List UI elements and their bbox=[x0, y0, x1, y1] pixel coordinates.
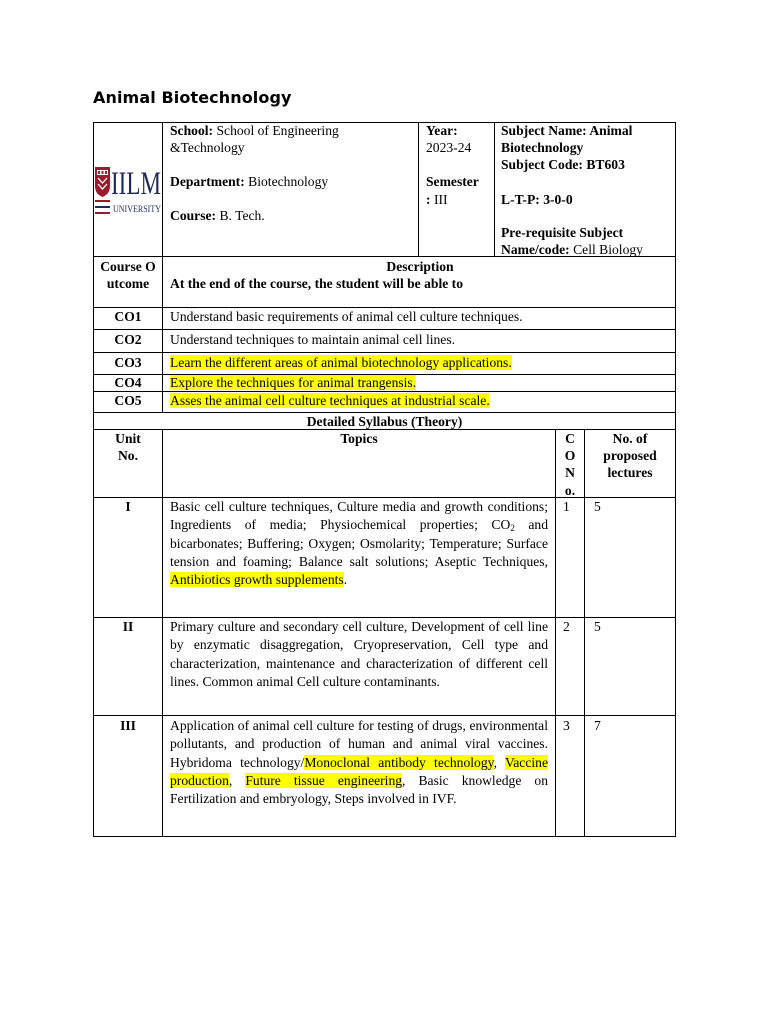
unit-co-no: 1 bbox=[563, 499, 570, 514]
university-logo bbox=[94, 164, 162, 220]
unit-topics: Primary culture and secondary cell culture, Development of cell line by enzymatic disaggregation, Cryopreservation, Cell type and characterization, maintenance and characterization of different cell lines. Common animal Cell culture contaminants. bbox=[170, 619, 548, 689]
logo-subtext: UNIVERSITY bbox=[113, 204, 162, 214]
semester-colon: : bbox=[426, 191, 431, 207]
co-code: CO2 bbox=[114, 332, 142, 347]
semester-value: III bbox=[433, 191, 448, 207]
co-code: CO1 bbox=[114, 309, 142, 324]
co-description bbox=[170, 331, 670, 348]
co-no-col-header: CO No. bbox=[564, 431, 576, 498]
co-text: Understand basic requirements of animal cell culture techniques. bbox=[170, 309, 523, 324]
school-cell bbox=[170, 122, 410, 224]
co-description bbox=[170, 354, 670, 371]
subject-name-value: Animal Biotechnology bbox=[501, 123, 633, 156]
year-cell bbox=[426, 122, 492, 208]
unit-co-no: 2 bbox=[563, 619, 570, 634]
co-code: CO3 bbox=[114, 355, 142, 370]
outcome-col-header: Course Outcome bbox=[100, 259, 156, 292]
subject-cell bbox=[501, 122, 673, 258]
co-text: Asses the animal cell culture techniques at industrial scale. bbox=[170, 393, 490, 408]
department-label: Department: bbox=[170, 174, 245, 190]
school-value: School of Engineering &Technology bbox=[170, 123, 339, 156]
co-text: Understand techniques to maintain animal cell lines. bbox=[170, 332, 456, 347]
co-code: CO5 bbox=[114, 393, 142, 408]
co-description bbox=[170, 374, 670, 391]
page-title: Animal Biotechnology bbox=[93, 88, 292, 107]
subject-code-value: BT603 bbox=[586, 157, 625, 173]
co-description bbox=[170, 392, 670, 409]
description-col-header bbox=[170, 258, 670, 292]
unit-lectures: 5 bbox=[594, 499, 601, 514]
subject-name-label: Subject Name: bbox=[501, 123, 587, 138]
course-value: B. Tech. bbox=[219, 207, 265, 223]
iilm-logo-icon bbox=[94, 164, 162, 220]
co-text: Learn the different areas of animal biotechnology applications. bbox=[170, 355, 512, 370]
logo-text: IILM bbox=[111, 166, 161, 202]
school-label: School: bbox=[170, 123, 214, 138]
semester-label: Semester bbox=[426, 174, 479, 190]
syllabus-title: Detailed Syllabus (Theory) bbox=[306, 414, 463, 429]
unit-col-header: Unit No. bbox=[115, 431, 141, 464]
topics-col-header: Topics bbox=[340, 431, 378, 446]
description-heading: Description bbox=[386, 259, 454, 274]
course-label: Course: bbox=[170, 207, 217, 223]
unit-topics: Basic cell culture techniques, Culture media and growth conditions; Ingredients of media; Physiochemical properties; $CO_2$ and bicarbonates; Buffering; Oxygen; Osmolarity; Temperature; Surface tension and foaming; Balance salt solutions; Aseptic Techniques, Antibiotics growth supplements. bbox=[170, 499, 548, 588]
unit-topics: Application of animal cell culture for testing of drugs, environmental pollutants, and production of human and animal viral vaccines. Hybridoma technology/Monoclonal antibody technology, Vaccine production, Future tissue engineering, Basic knowledge on Fertilization and embryology, Steps involved in IVF. bbox=[170, 718, 548, 807]
unit-co-no: 3 bbox=[563, 718, 570, 733]
unit-lectures: 7 bbox=[594, 718, 601, 733]
subject-code-label: Subject Code: bbox=[501, 157, 583, 173]
co-text: Explore the techniques for animal trangensis. bbox=[170, 375, 417, 390]
ltp-label: L-T-P: bbox=[501, 191, 540, 207]
description-subheading: At the end of the course, the student will be able to bbox=[170, 276, 464, 292]
year-label: Year: bbox=[426, 123, 458, 138]
ltp-value: 3-0-0 bbox=[543, 191, 573, 207]
year-value: 2023-24 bbox=[426, 140, 472, 156]
unit-number: III bbox=[120, 718, 136, 733]
co-description bbox=[170, 308, 670, 325]
prereq-label: Pre-requisite Subject Name/code: bbox=[501, 224, 624, 258]
lectures-col-header: No. of proposed lectures bbox=[603, 431, 657, 481]
co-code: CO4 bbox=[114, 375, 142, 390]
unit-number: II bbox=[122, 619, 134, 634]
department-value: Biotechnology bbox=[248, 174, 329, 190]
unit-lectures: 5 bbox=[594, 619, 601, 634]
unit-number: I bbox=[125, 499, 131, 514]
prereq-value: Cell Biology bbox=[573, 242, 643, 258]
